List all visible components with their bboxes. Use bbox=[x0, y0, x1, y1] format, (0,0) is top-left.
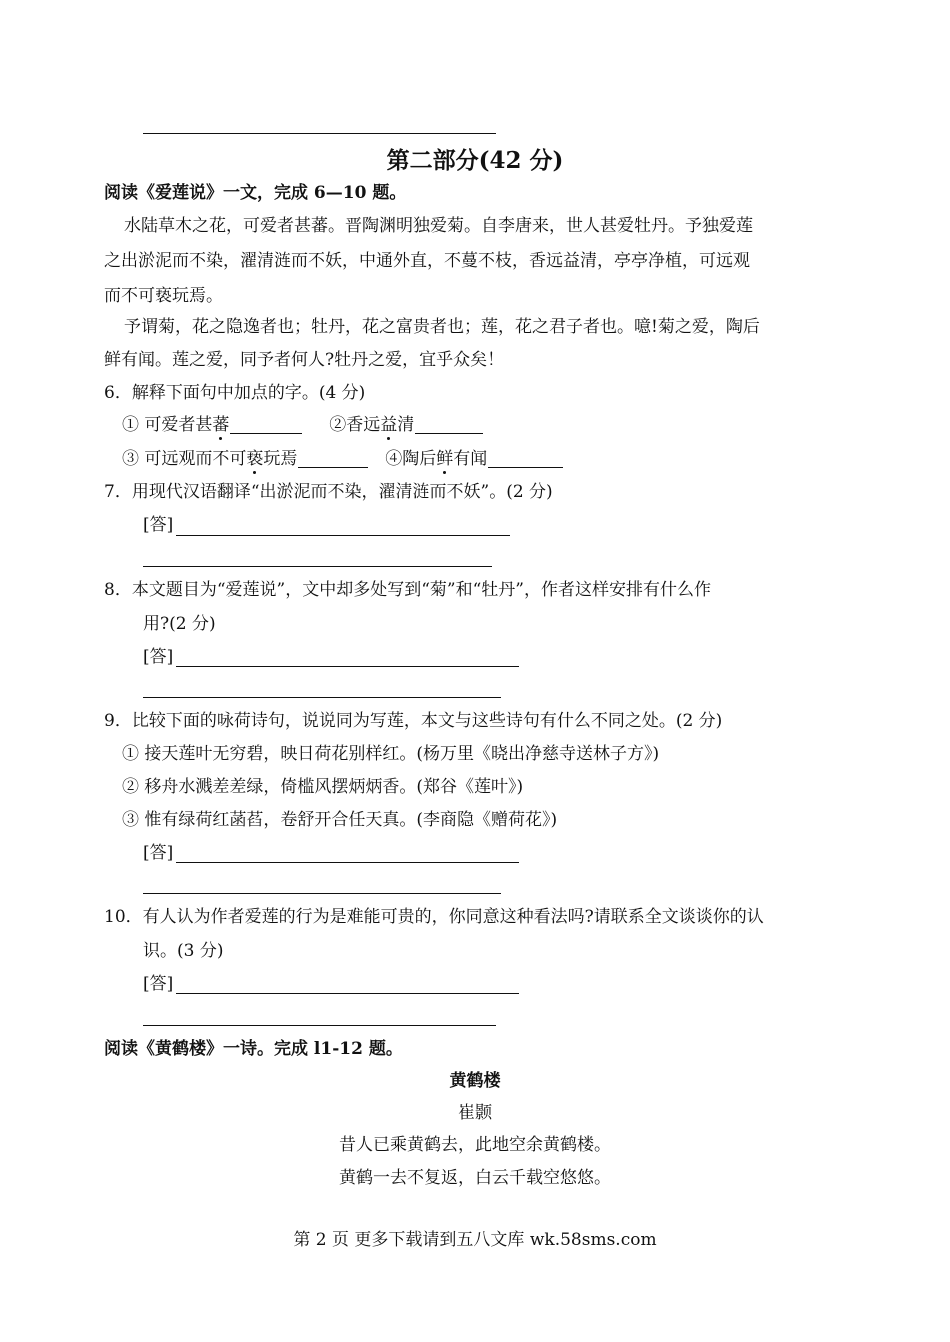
question-10-stem-line-2: 识。(3 分) bbox=[143, 941, 224, 961]
q6-item-2-dotted-char: 益 bbox=[380, 415, 398, 435]
passage-line: 而不可亵玩焉。 bbox=[104, 286, 223, 306]
q6-item-2-blank[interactable] bbox=[415, 416, 483, 434]
question-6-row-2 bbox=[122, 450, 563, 468]
poem-line-1: 昔人已乘黄鹤去，此地空余黄鹤楼。 bbox=[339, 1135, 611, 1155]
q7-answer-label: [答] bbox=[143, 515, 174, 535]
question-8-stem-line-2: 用?(2 分) bbox=[143, 614, 216, 634]
q8-answer-label: [答] bbox=[143, 647, 174, 667]
reading-instruction-1: 阅读《爱莲说》一文，完成 6—10 题。 bbox=[104, 183, 407, 203]
q6-item-3-text-post: 玩焉 bbox=[263, 449, 298, 469]
section-title: 第二部分(42 分) bbox=[386, 147, 564, 174]
q9-poem-1: ① 接天莲叶无穷碧，映日荷花别样红。(杨万里《晓出净慈寺送林子方》) bbox=[122, 744, 660, 764]
q6-item-1-text: ① 可爱者甚 bbox=[122, 415, 213, 435]
poem-author: 崔颢 bbox=[458, 1103, 492, 1123]
passage-line: 鲜有闻。莲之爱，同予者何人?牡丹之爱，宜乎众矣！ bbox=[104, 350, 505, 370]
q6-item-4-blank[interactable] bbox=[488, 450, 563, 468]
passage-line: 之出淤泥而不染，濯清涟而不妖，中通外直，不蔓不枝，香远益清，亭亭净植，可远观 bbox=[104, 251, 750, 271]
question-6-row-1 bbox=[122, 416, 483, 434]
q9-poem-3: ③ 惟有绿荷红菡萏，卷舒开合任天真。(李商隐《赠荷花》) bbox=[122, 810, 558, 830]
page-footer: 第 2 页 更多下载请到五八文库 wk.58sms.com bbox=[293, 1230, 657, 1250]
question-10-stem-line-1: 10．有人认为作者爱莲的行为是难能可贵的，你同意这种看法吗?请联系全文谈谈你的认 bbox=[104, 907, 764, 927]
passage-line: 予谓菊，花之隐逸者也；牡丹，花之富贵者也；莲，花之君子者也。噫!菊之爱，陶后 bbox=[124, 317, 760, 337]
q6-item-3-dotted-char: 亵 bbox=[246, 449, 264, 469]
q6-item-4-dotted-char: 鲜 bbox=[436, 449, 454, 469]
q9-answer-line-2[interactable] bbox=[143, 893, 501, 894]
q6-item-2-text-post: 清 bbox=[397, 415, 415, 435]
q9-answer-line-1[interactable] bbox=[176, 862, 519, 863]
q9-answer-label: [答] bbox=[143, 843, 174, 863]
question-6-stem: 6．解释下面句中加点的字。(4 分) bbox=[104, 383, 366, 403]
q6-item-3-text: ③ 可远观而不可 bbox=[122, 449, 247, 469]
poem-title: 黄鹤楼 bbox=[449, 1071, 501, 1091]
q8-answer-line-1[interactable] bbox=[176, 666, 519, 667]
answer-line-top bbox=[143, 133, 496, 134]
passage-line: 水陆草木之花，可爱者甚蕃。晋陶渊明独爱菊。自李唐来，世人甚爱牡丹。予独爱莲 bbox=[124, 216, 753, 236]
question-9-stem: 9．比较下面的咏荷诗句，说说同为写莲，本文与这些诗句有什么不同之处。(2 分) bbox=[104, 711, 723, 731]
q6-item-3-blank[interactable] bbox=[298, 450, 368, 468]
q9-poem-2: ② 移舟水溅差差绿，倚槛风摆炳炳香。(郑谷《莲叶》) bbox=[122, 777, 524, 797]
q7-answer-line-1[interactable] bbox=[176, 535, 510, 536]
q7-answer-line-2[interactable] bbox=[143, 566, 492, 567]
q10-answer-line-2[interactable] bbox=[143, 1025, 496, 1026]
q6-item-1-blank[interactable] bbox=[230, 416, 302, 434]
q6-item-4-text-post: 有闻 bbox=[453, 449, 488, 469]
q6-item-4-text: ④陶后 bbox=[385, 449, 437, 469]
q8-answer-line-2[interactable] bbox=[143, 697, 501, 698]
q10-answer-line-1[interactable] bbox=[176, 993, 519, 994]
q6-item-2-text: ②香远 bbox=[329, 415, 381, 435]
q10-answer-label: [答] bbox=[143, 974, 174, 994]
q6-item-1-dotted-char: 蕃 bbox=[212, 415, 230, 435]
reading-instruction-2: 阅读《黄鹤楼》一诗。完成 l1-12 题。 bbox=[104, 1039, 403, 1059]
poem-line-2: 黄鹤一去不复返，白云千载空悠悠。 bbox=[339, 1168, 611, 1188]
question-7-stem: 7．用现代汉语翻译“出淤泥而不染，濯清涟而不妖”。(2 分) bbox=[104, 482, 553, 502]
question-8-stem-line-1: 8．本文题目为“爱莲说”，文中却多处写到“菊”和“牡丹”，作者这样安排有什么作 bbox=[104, 580, 711, 600]
